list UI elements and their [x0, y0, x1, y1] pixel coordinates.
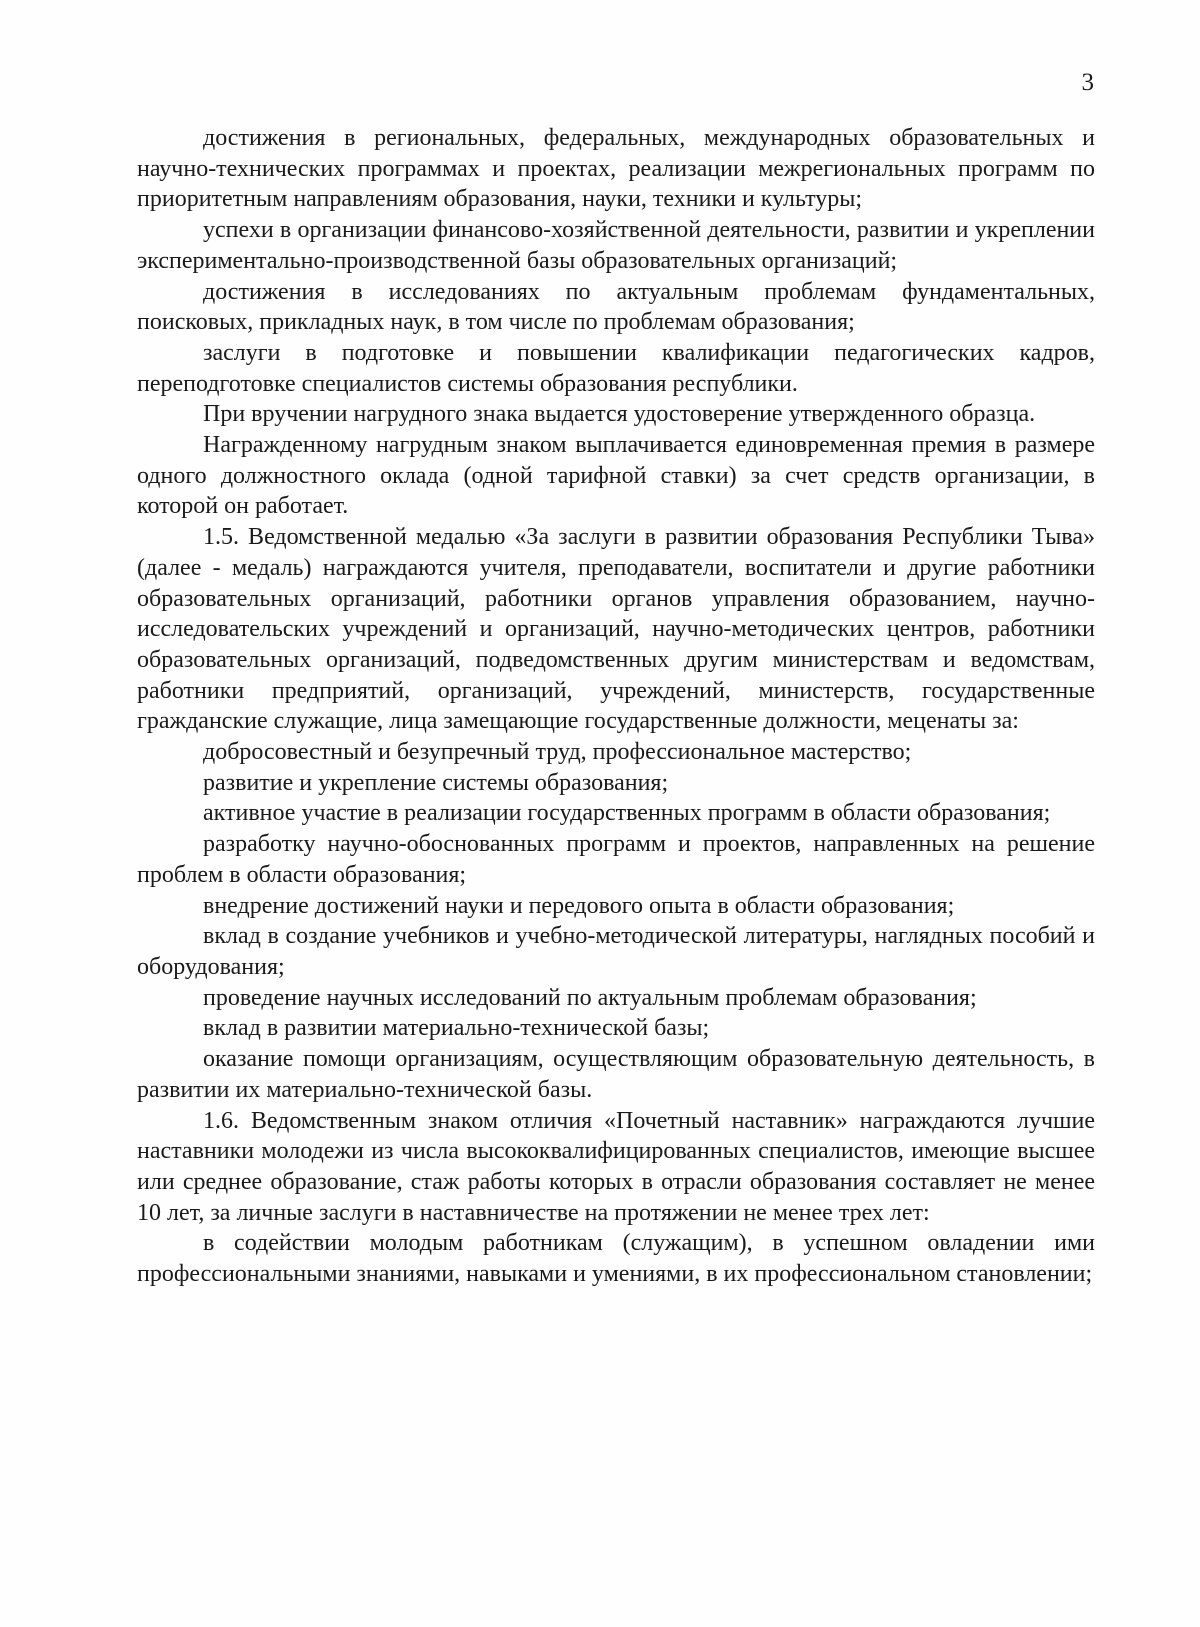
- list-item-science-implementation: внедрение достижений науки и передового опыта в области образования;: [203, 892, 955, 919]
- page-number: 3: [1081, 69, 1094, 96]
- paragraph-section-1-6: 1.6. Ведомственным знаком отличия «Почетный наставник» награждаются лучшие наставники молодежи из числа высококвалифицированных специалистов, имеющие высшее или среднее образование, стаж работы которых в отрасли образования составляет не менее 10 лет, за личные заслуги в наставничестве на протяжении не менее трех лет:: [137, 1107, 1095, 1226]
- list-item-textbooks: вклад в создание учебников и учебно-методической литературы, наглядных пособий и оборудования;: [137, 923, 1095, 980]
- list-item-mentoring: в содействии молодым работникам (служащим), в успешном овладении ими профессиональными знаниями, навыками и умениями, в их профессиональном становлении;: [137, 1230, 1095, 1288]
- paragraph-financial-success: успехи в организации финансово-хозяйственной деятельности, развитии и укреплении экспериментально-производственной базы образовательных организаций;: [137, 217, 1095, 274]
- list-item-research: проведение научных исследований по актуальным проблемам образования;: [203, 984, 977, 1011]
- paragraph-teacher-training: заслуги в подготовке и повышении квалификации педагогических кадров, переподготовке специалистов системы образования республики.: [137, 339, 1095, 397]
- paragraph-research-achievements: достижения в исследованиях по актуальным проблемам фундаментальных, поисковых, прикладных наук, в том числе по проблемам образования;: [137, 278, 1095, 336]
- document-body: [137, 123, 1095, 1290]
- paragraph-bonus: Награжденному нагрудным знаком выплачивается единовременная премия в размере одного должностного оклада (одной тарифной ставки) за счет средств организации, в которой он работает.: [137, 432, 1095, 520]
- list-item-material-base: вклад в развитии материально-технической базы;: [203, 1015, 710, 1042]
- list-item-conscientious-work: добросовестный и безупречный труд, профессиональное мастерство;: [203, 739, 912, 766]
- list-item-scientific-programs: разработку научно-обоснованных программ и проектов, направленных на решение проблем в области образования;: [137, 831, 1095, 888]
- paragraph-section-1-5: 1.5. Ведомственной медалью «За заслуги в развитии образования Республики Тыва» (далее - медаль) награждаются учителя, преподаватели, воспитатели и другие работники образовательных организаций, работники органов управления образованием, научно-исследовательских учреждений и организаций, научно-методических центров, работники образовательных организаций, подведомственных другим министерствам и ведомствам, работники предприятий, организаций, учреждений, министерств, государственные гражданские служащие, лица замещающие государственные должности, меценаты за:: [137, 524, 1095, 735]
- list-item-state-programs: активное участие в реализации государственных программ в области образования;: [203, 800, 1051, 827]
- paragraph-achievements-programs: достижения в региональных, федеральных, международных образовательных и научно-технических программах и проектах, реализации межрегиональных программ по приоритетным направлениям образования, науки, техники и культуры;: [137, 125, 1095, 213]
- list-item-system-development: развитие и укрепление системы образования;: [203, 769, 669, 796]
- list-item-organization-help: оказание помощи организациям, осуществляющим образовательную деятельность, в развитии их материально-технической базы.: [137, 1046, 1095, 1103]
- paragraph-certificate: При вручении нагрудного знака выдается удостоверение утвержденного образца.: [203, 401, 1036, 428]
